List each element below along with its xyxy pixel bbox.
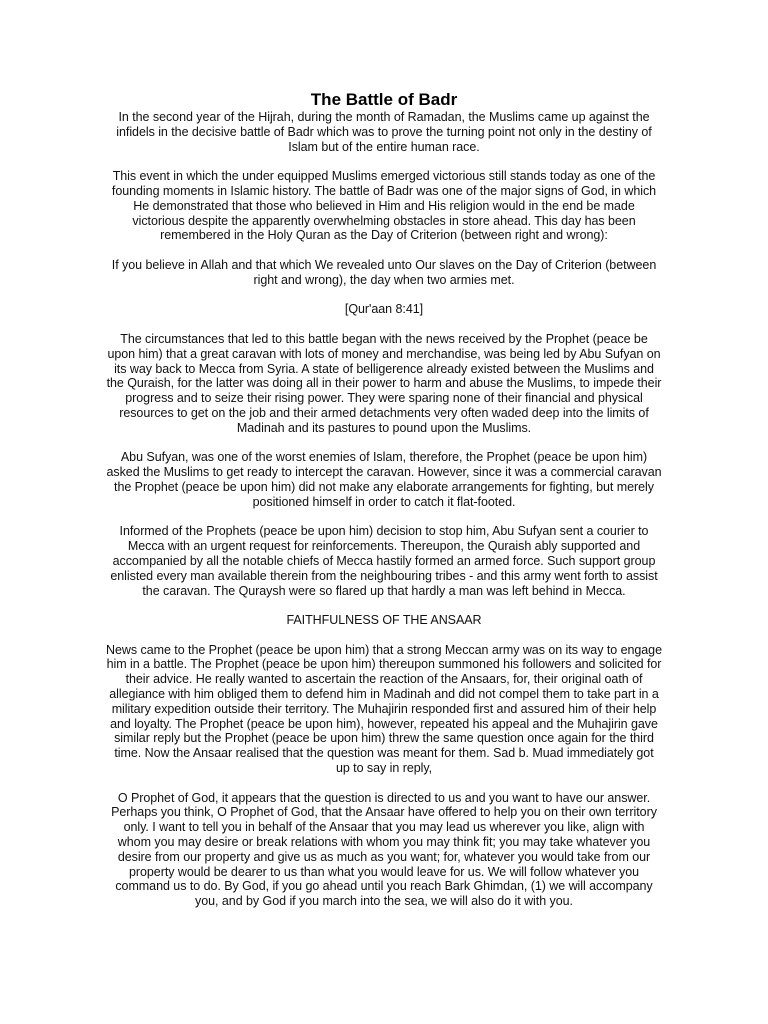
paragraph-intro: In the second year of the Hijrah, during the month of Ramadan, the Muslims came up against the infidels in the decisive battle of Badr which was to prove the turning point not only in the destiny of Islam but of the entire human race. [116, 110, 652, 154]
paragraph-gap [106, 436, 662, 451]
paragraph-gap [106, 510, 662, 525]
paragraph-abu-sufyan: Abu Sufyan, was one of the worst enemies of Islam, therefore, the Prophet (peace be upon him) asked the Muslims to get ready to intercept the caravan. However, since it was a commercial caravan the Prophet (peace be upon him) did not make any elaborate arrangements for fighting, but merely positioned himself in order to catch it flat-footed. [106, 450, 662, 509]
paragraph-gap [106, 776, 662, 791]
paragraph-news: News came to the Prophet (peace be upon him) that a strong Meccan army was on its way to engage him in a battle. The Prophet (peace be upon him) thereupon summoned his followers and solicited for their advice. He really wanted to ascertain the reaction of the Ansaars, for, their original oath of allegiance with him obliged them to defend him in Madinah and did not compel them to take part in a military expedition outside their territory. The Muhajirin responded first and assured him of their help and loyalty. The Prophet (peace be upon him), however, repeated his appeal and the Muhajirin gave similar reply but the Prophet (peace be upon him) threw the same question once again for the third time. Now the Ansaar realised that the question was meant for them. Sad b. Muad immediately got up to say in reply, [106, 642, 662, 776]
page-title: The Battle of Badr [310, 90, 458, 109]
paragraph-gap [106, 628, 662, 643]
quote-verse: If you believe in Allah and that which We revealed unto Our slaves on the Day of Criterion (between right and wrong), the day when two armies met. [111, 257, 657, 287]
paragraph-reinforcements: Informed of the Prophets (peace be upon him) decision to stop him, Abu Sufyan sent a courier to Mecca with an urgent request for reinforcements. Thereupon, the Quraish ably supported and accompanied by all the notable chiefs of Mecca hastily formed an armed force. Such support group enlisted every man available therein from the neighbouring tribes - and this army went forth to assist the caravan. The Quraysh were so flared up that hardly a man was left behind in Mecca. [110, 524, 658, 598]
paragraph-gap [106, 154, 662, 169]
paragraph-reply: O Prophet of God, it appears that the question is directed to us and you want to have our answer. Perhaps you think, O Prophet of God, that the Ansaar have offered to help you on their own territory only. I want to tell you in behalf of the Ansaar that you may lead us wherever you like, align with whom you may desire or break relations with whom you may think fit; you may take whatever you desire from our property and give us as much as you want; for, whatever you would take from our property would be dearer to us than what you would leave for us. We will follow whatever you command us to do. By God, if you go ahead until you reach Bark Ghimdan, (1) we will accompany you, and by God if you march into the sea, we will also do it with you. [111, 790, 657, 909]
section-heading: FAITHFULNESS OF THE ANSAAR [286, 613, 482, 628]
paragraph-event: This event in which the under equipped Muslims emerged victorious still stands today as one of the founding moments in Islamic history. The battle of Badr was one of the major signs of God, in which He demonstrated that those who believed in Him and His religion would in the end be made victorious despite the apparently overwhelming obstacles in store ahead. This day has been remembered in the Holy Quran as the Day of Criterion (between right and wrong): [111, 169, 657, 243]
paragraph-circumstances: The circumstances that led to this battle began with the news received by the Prophet (peace be upon him) that a great caravan with lots of money and merchandise, was being led by Abu Sufyan on its way back to Mecca from Syria. A state of belligerence already existed between the Muslims and the Quraish, for the latter was doing all in their power to harm and abuse the Muslims, to impede their progress and to seize their rising power. They were sparing none of their financial and physical resources to get on the job and their armed detachments very often waded deep into the limits of Madinah and its pastures to pound upon the Muslims. [106, 331, 662, 435]
paragraph-gap [106, 598, 662, 613]
document-page [106, 90, 662, 909]
paragraph-gap [106, 317, 662, 332]
quote-citation: [Qur'aan 8:41] [344, 302, 424, 317]
paragraph-gap [106, 243, 662, 258]
paragraph-gap [106, 288, 662, 303]
